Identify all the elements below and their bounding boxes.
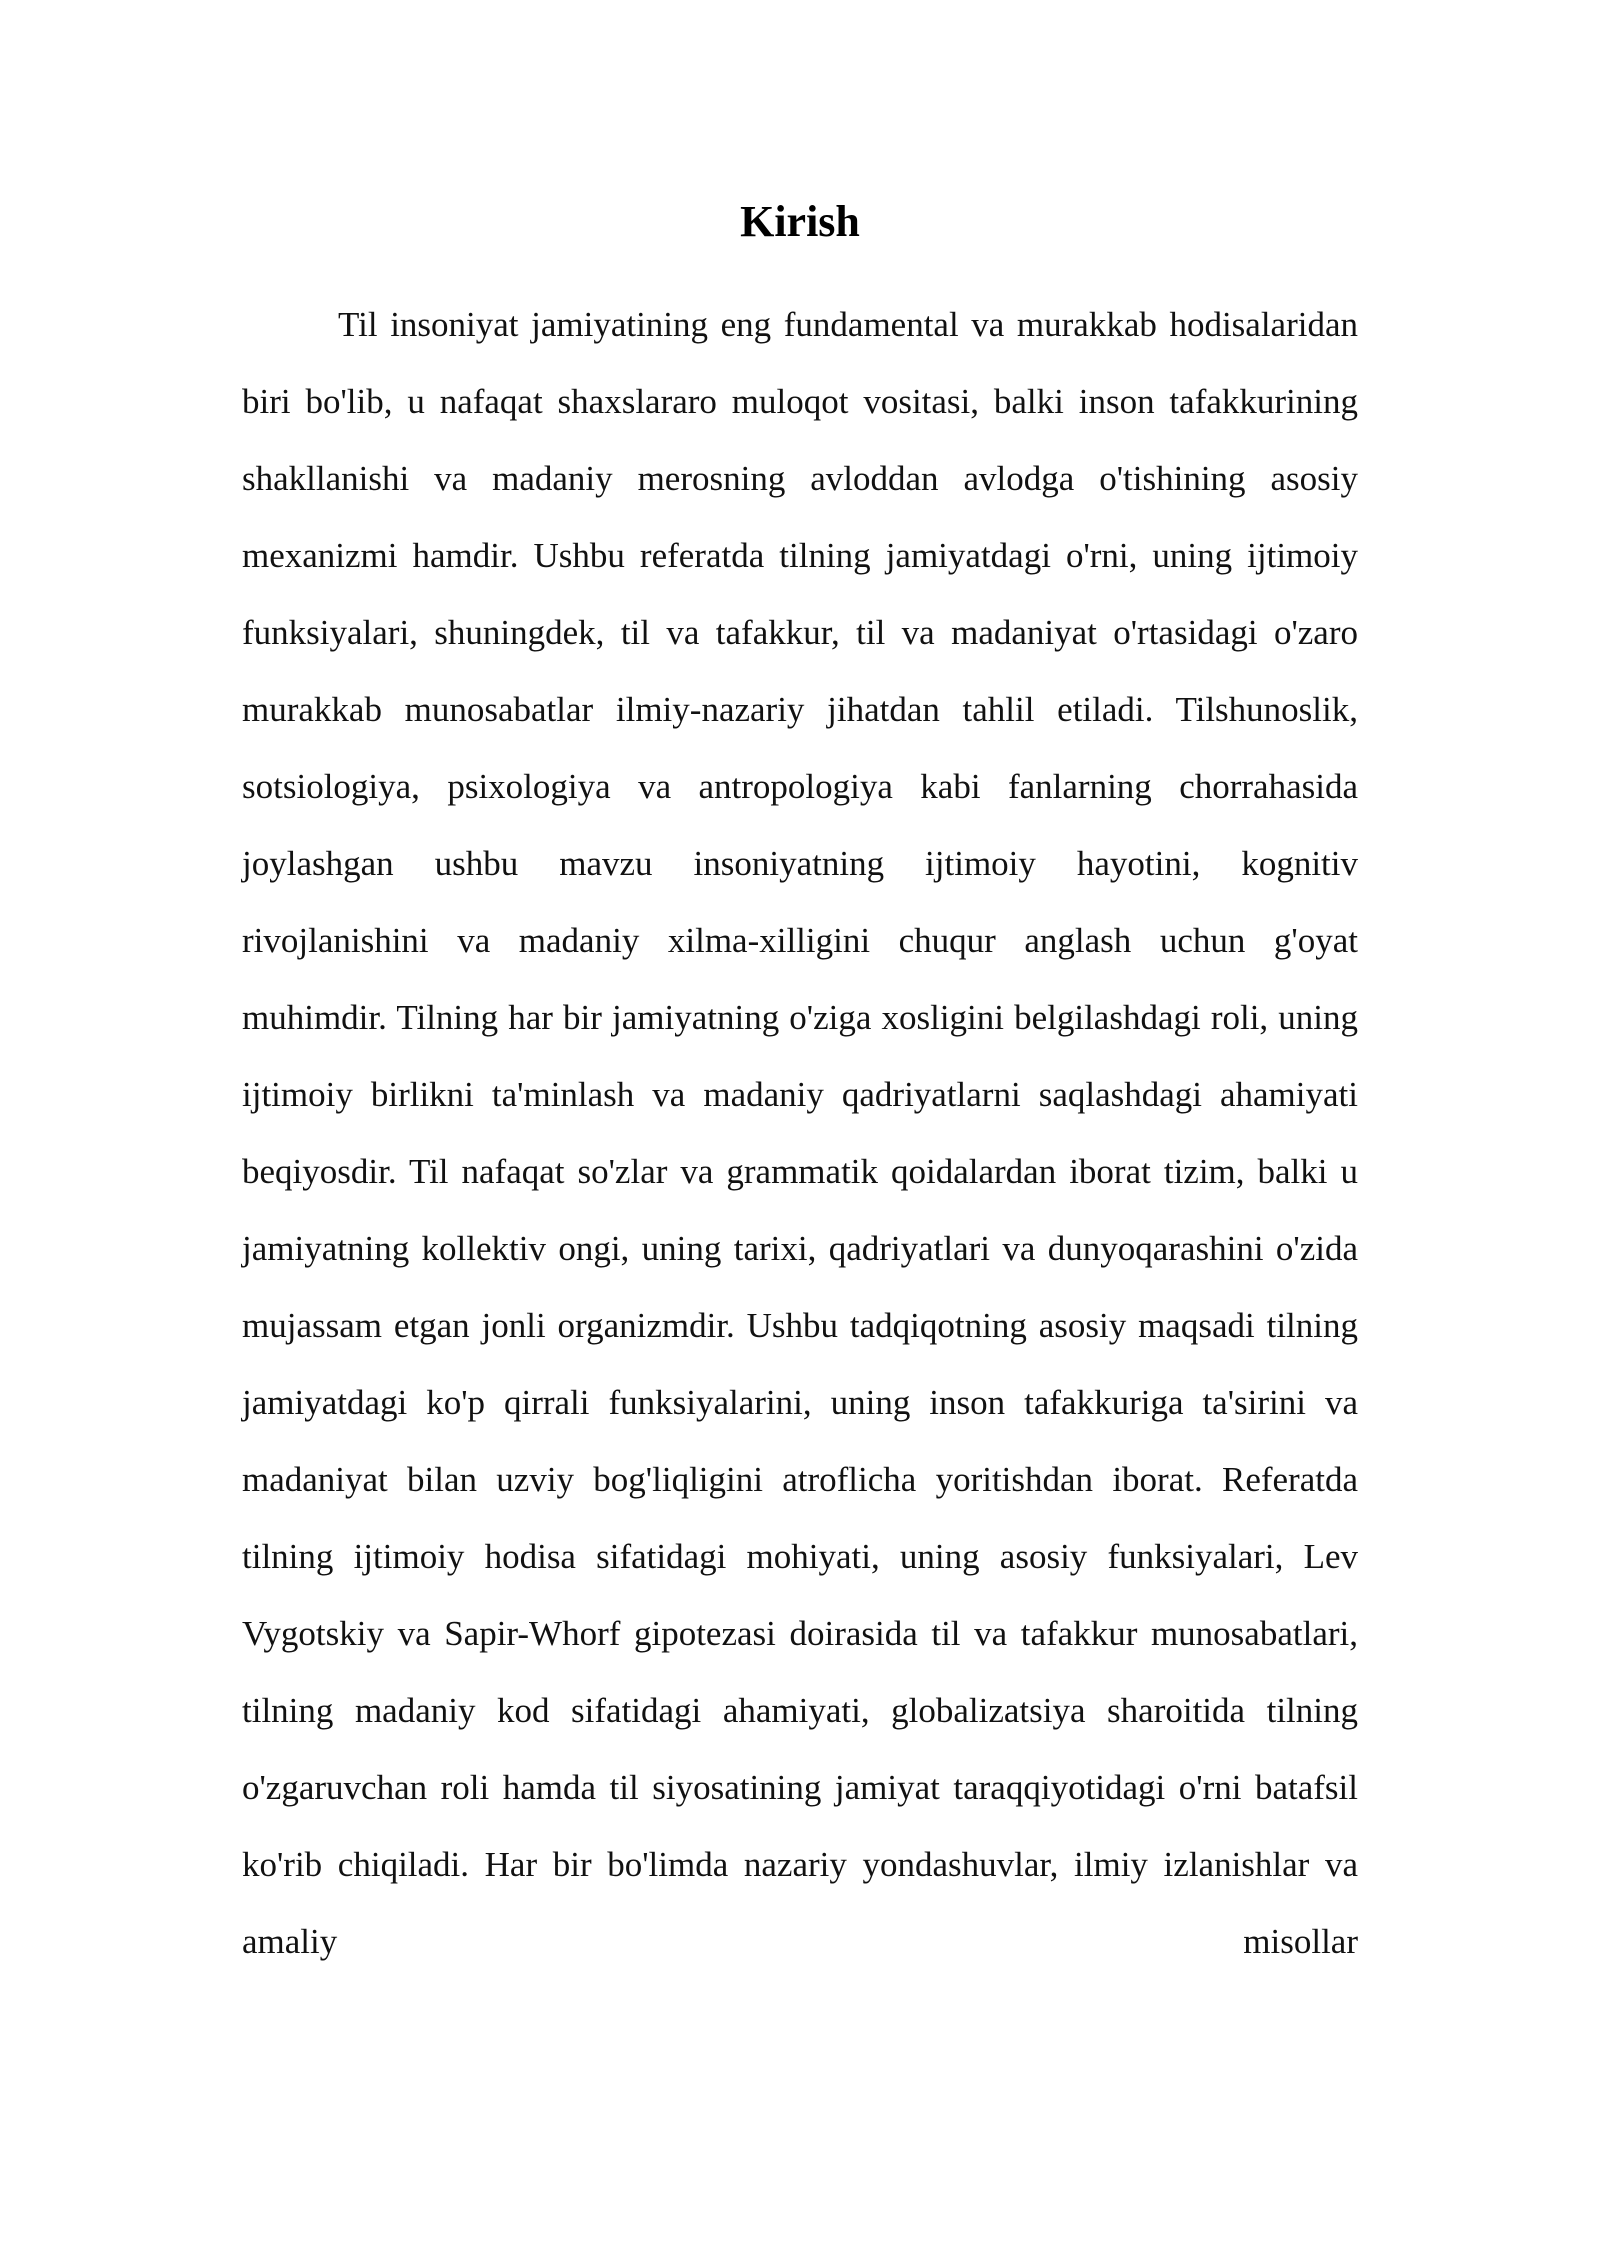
body-paragraph: Til insoniyat jamiyatining eng fundamental va murakkab hodisalaridan biri bo'lib, u nafaqat shaxslararo muloqot vositasi, balki inson tafakkurining shakllanishi va madaniy merosning avloddan avlodga o'tishining asosiy mexanizmi hamdir. Ushbu referatda tilning jamiyatdagi o'rni, uning ijtimoiy funksiyalari, shuningdek, til va tafakkur, til va madaniyat o'rtasidagi o'zaro murakkab munosabatlar ilmiy-nazariy jihatdan tahlil etiladi. Tilshunoslik, sotsiologiya, psixologiya va antropologiya kabi fanlarning chorrahasida joylashgan ushbu mavzu insoniyatning ijtimoiy hayotini, kognitiv rivojlanishini va madaniy xilma-xilligini chuqur anglash uchun g'oyat muhimdir. Tilning har bir jamiyatning o'ziga xosligini belgilashdagi roli, uning ijtimoiy birlikni ta'minlash va madaniy qadriyatlarni saqlashdagi ahamiyati beqiyosdir. Til nafaqat so'zlar va grammatik qoidalardan iborat tizim, balki u jamiyatning kollektiv ongi, uning tarixi, qadriyatlari va dunyoqarashini o'zida mujassam etgan jonli organizmdir. Ushbu tadqiqotning asosiy maqsadi tilning jamiyatdagi ko'p qirrali funksiyalarini, uning inson tafakkuriga ta'sirini va madaniyat bilan uzviy bog'liqligini atroflicha yoritishdan iborat. Referatda tilning ijtimoiy hodisa sifatidagi mohiyati, uning asosiy funksiyalari, Lev Vygotskiy va Sapir-Whorf gipotezasi doirasida til va tafakkur munosabatlari, tilning madaniy kod sifatidagi ahamiyati, globalizatsiya sharoitida tilning o'zgaruvchan roli hamda til siyosatining jamiyat taraqqiyotidagi o'rni batafsil ko'rib chiqiladi. Har bir bo'limda nazariy yondashuvlar, ilmiy izlanishlar va amaliy misollar xyxy=(242,305,1358,1961)
page-title: Kirish xyxy=(740,197,860,246)
